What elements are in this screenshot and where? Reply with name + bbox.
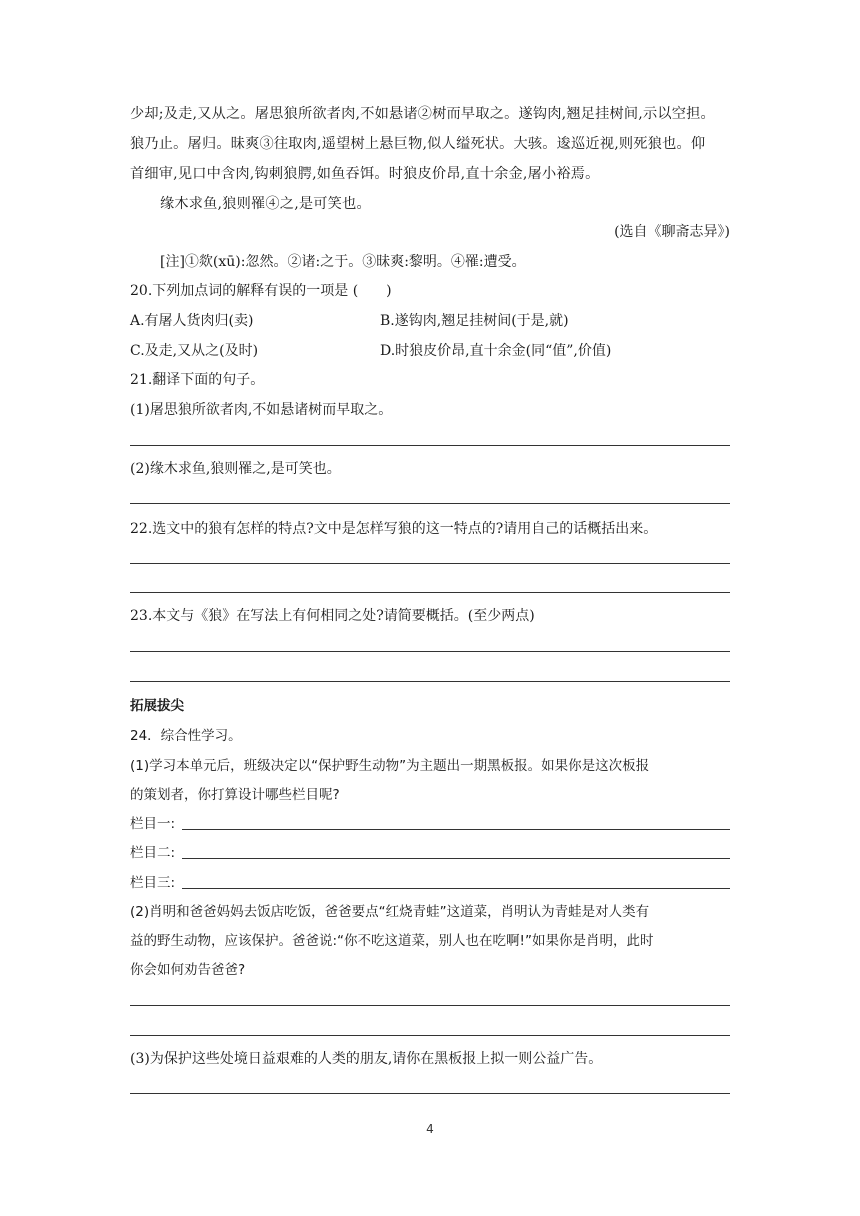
q20-option-b: B.遂钩肉,翘足挂树间(于是,就): [380, 313, 569, 329]
q24-part2-line-3: 你会如何劝告爸爸?: [130, 962, 246, 978]
q22-answer-line-1[interactable]: [130, 563, 730, 564]
q23-stem: 23.本文与《狼》在写法上有何相同之处?请简要概括。(至少两点): [130, 608, 535, 624]
column-answer-line-2[interactable]: [182, 858, 730, 859]
q20-option-d: D.时狼皮价昂,直十余金(同“值”,价值): [380, 343, 612, 359]
q20-stem: 20.下列加点词的解释有误的一项是 ( ): [130, 283, 392, 299]
column-label-2: 栏目二:: [130, 845, 176, 861]
q24-part2-answer-line-1[interactable]: [130, 1005, 730, 1006]
q22-stem: 22.选文中的狼有怎样的特点?文中是怎样写狼的这一特点的?请用自己的话概括出来。: [130, 521, 658, 537]
q24-stem: 24．综合性学习。: [130, 728, 242, 744]
q24-part2-line-1: (2)肖明和爸爸妈妈去饭店吃饭，爸爸要点“红烧青蛙”这道菜，肖明认为青蛙是对人类有: [130, 904, 650, 920]
passage-line-4: 缘木求鱼,狼则罹④之,是可笑也。: [160, 196, 371, 212]
q21-stem: 21.翻译下面的句子。: [130, 372, 265, 388]
q21-answer-line-2[interactable]: [130, 503, 730, 504]
page-number: 4: [426, 1122, 434, 1136]
q21-sentence-2: (2)缘木求鱼,狼则罹之,是可笑也。: [130, 461, 341, 477]
passage-source: (选自《聊斋志异》): [614, 224, 730, 240]
column-answer-line-1[interactable]: [182, 829, 730, 830]
passage-notes: [注]①欻(xū):忽然。②诸:之于。③昧爽:黎明。④罹:遭受。: [160, 254, 526, 270]
q23-answer-line-2[interactable]: [130, 681, 730, 682]
q20-option-a: A.有屠人货肉归(卖): [130, 313, 254, 329]
q21-answer-line-1[interactable]: [130, 445, 730, 446]
column-label-3: 栏目三:: [130, 875, 176, 891]
passage-line-2: 狼乃止。屠归。昧爽③往取肉,遥望树上悬巨物,似人缢死状。大骇。逡巡近视,则死狼也。仰: [130, 136, 706, 152]
passage-line-1: 少却;及走,又从之。屠思狼所欲者肉,不如悬诸②树而早取之。遂钩肉,翘足挂树间,示以空担。: [130, 106, 715, 122]
q24-part2-answer-line-2[interactable]: [130, 1035, 730, 1036]
q24-part3-answer-line[interactable]: [130, 1093, 730, 1094]
passage-line-3: 首细审,见口中含肉,钩刺狼腭,如鱼吞饵。时狼皮价昂,直十余金,屠小裕焉。: [130, 166, 600, 182]
q22-answer-line-2[interactable]: [130, 592, 730, 593]
q20-option-c: C.及走,又从之(及时): [130, 343, 259, 359]
q24-part1-line-2: 的策划者，你打算设计哪些栏目呢?: [130, 787, 340, 803]
section-title: 拓展拔尖: [130, 698, 184, 714]
column-label-1: 栏目一:: [130, 816, 176, 832]
q23-answer-line-1[interactable]: [130, 651, 730, 652]
column-answer-line-3[interactable]: [182, 888, 730, 889]
q24-part1-line-1: (1)学习本单元后，班级决定以“保护野生动物”为主题出一期黑板报。如果你是这次板报: [130, 758, 650, 774]
q24-part2-line-2: 益的野生动物，应该保护。爸爸说:“你不吃这道菜，别人也在吃啊!”如果你是肖明，此时: [130, 933, 654, 949]
q21-sentence-1: (1)屠思狼所欲者肉,不如悬诸树而早取之。: [130, 402, 393, 418]
q24-part3: (3)为保护这些处境日益艰难的人类的朋友,请你在黑板报上拟一则公益广告。: [130, 1051, 603, 1067]
